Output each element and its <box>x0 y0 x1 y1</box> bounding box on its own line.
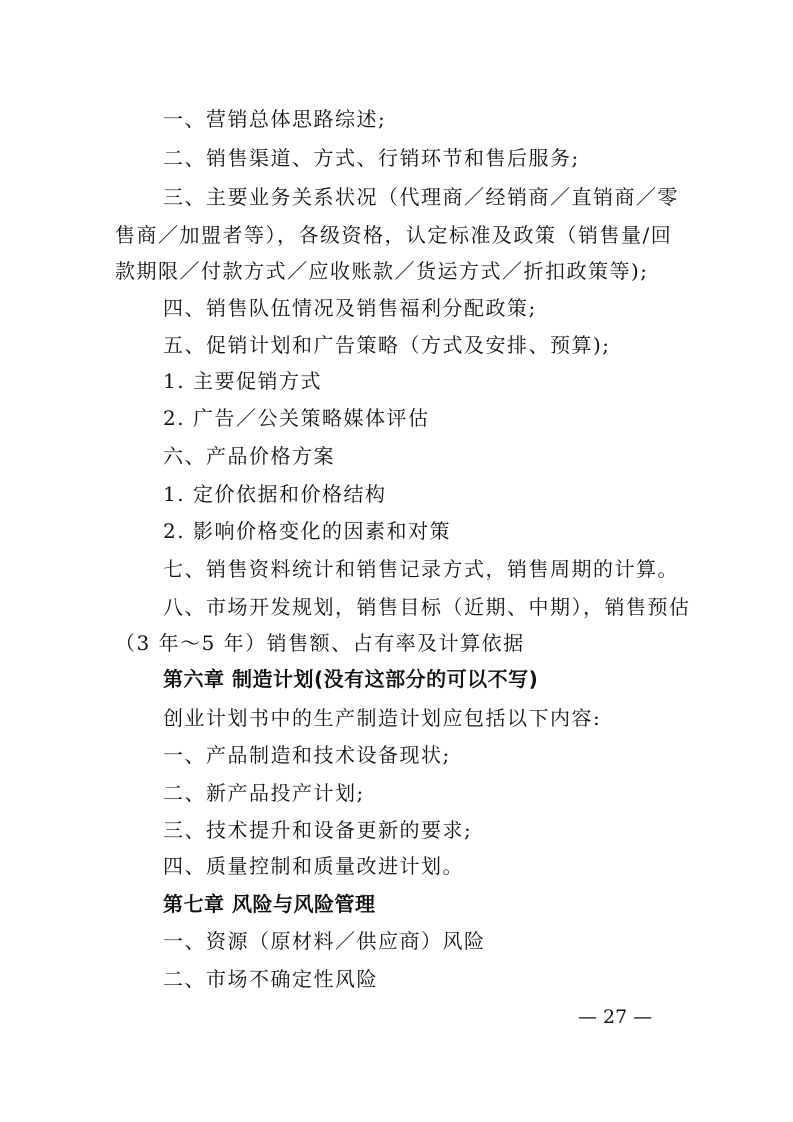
page-number: — 27 — <box>578 1006 653 1028</box>
text-line: 七、销售资料统计和销售记录方式，销售周期的计算。 <box>163 557 679 581</box>
text-line: 二、销售渠道、方式、行销环节和售后服务; <box>163 146 580 170</box>
text-line: 一、营销总体思路综述; <box>163 107 387 131</box>
text-line: 五、促销计划和广告策略（方式及安排、预算); <box>163 333 611 357</box>
text-line: 八、市场开发规划，销售目标（近期、中期），销售预估 <box>163 595 691 619</box>
text-line: 1. 主要促销方式 <box>163 369 322 393</box>
text-line: （3 年～5 年）销售额、占有率及计算依据 <box>115 631 525 655</box>
text-line: 2. 广告／公关策略媒体评估 <box>163 406 430 430</box>
chapter-heading: 第六章 制造计划(没有这部分的可以不写) <box>163 667 539 691</box>
text-line: 一、资源（原材料／供应商）风险 <box>163 929 486 953</box>
text-line: 三、主要业务关系状况（代理商／经销商／直销商／零 <box>163 185 679 209</box>
text-line: 售商／加盟者等），各级资格，认定标准及政策（销售量/回 <box>115 223 673 247</box>
text-line: 三、技术提升和设备更新的要求; <box>163 818 473 842</box>
text-line: 款期限／付款方式／应收账款／货运方式／折扣政策等); <box>115 259 649 283</box>
text-line: 2. 影响价格变化的因素和对策 <box>163 519 451 543</box>
chapter-heading: 第七章 风险与风险管理 <box>163 892 376 916</box>
text-line: 创业计划书中的生产制造计划应包括以下内容: <box>163 706 602 730</box>
text-line: 二、新产品投产计划; <box>163 781 365 805</box>
text-line: 四、质量控制和质量改进计划。 <box>163 854 464 878</box>
text-line: 六、产品价格方案 <box>163 444 335 468</box>
text-line: 四、销售队伍情况及销售福利分配政策; <box>163 296 537 320</box>
text-line: 一、产品制造和技术设备现状; <box>163 743 451 767</box>
text-line: 1. 定价依据和价格结构 <box>163 482 387 506</box>
text-line: 二、市场不确定性风险 <box>163 967 378 991</box>
